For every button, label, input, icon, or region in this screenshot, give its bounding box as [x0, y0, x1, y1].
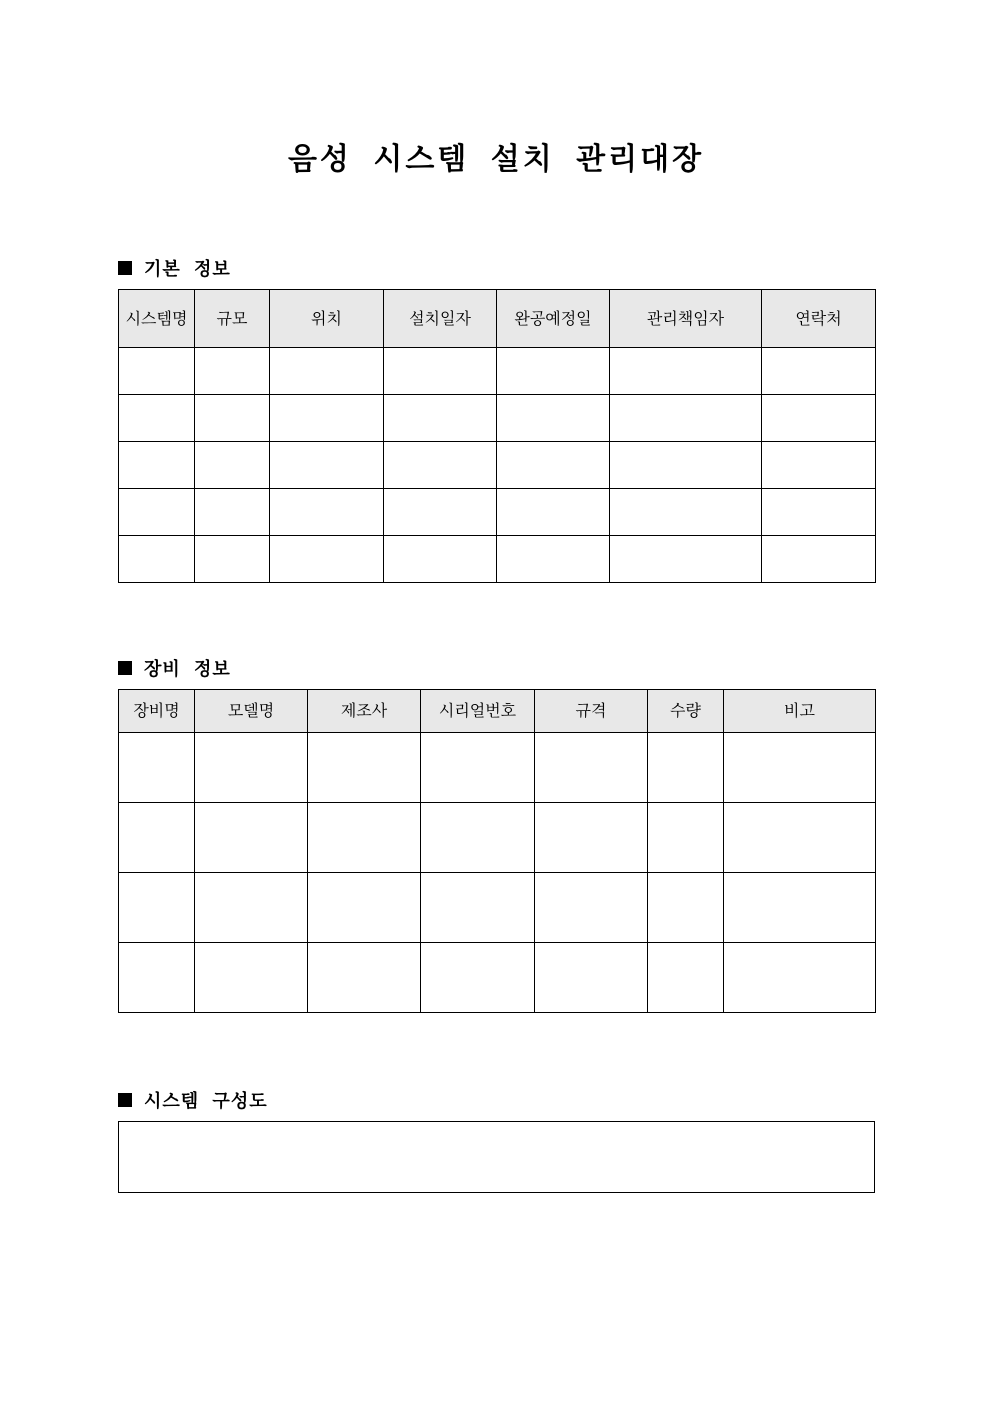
table-cell[interactable]: [497, 395, 610, 442]
table-cell[interactable]: [384, 442, 497, 489]
table-cell[interactable]: [195, 442, 270, 489]
column-header-model-name: 모델명: [195, 690, 308, 733]
table-cell[interactable]: [610, 442, 762, 489]
column-header-remarks: 비고: [724, 690, 876, 733]
column-header-install-date: 설치일자: [384, 290, 497, 348]
section-heading-equipment-info: [118, 655, 231, 681]
column-header-equipment-name: 장비명: [119, 690, 195, 733]
table-cell[interactable]: [762, 348, 876, 395]
table-cell[interactable]: [119, 489, 195, 536]
table-cell[interactable]: [195, 873, 308, 943]
table-row: [119, 943, 876, 1013]
system-diagram-box[interactable]: [118, 1121, 875, 1193]
table-cell[interactable]: [421, 943, 535, 1013]
column-header-quantity: 수량: [648, 690, 724, 733]
table-cell[interactable]: [119, 395, 195, 442]
table-header-row: [119, 690, 876, 733]
table-cell[interactable]: [308, 733, 421, 803]
table-cell[interactable]: [384, 536, 497, 583]
table-cell[interactable]: [119, 733, 195, 803]
column-header-completion-date: 완공예정일: [497, 290, 610, 348]
table-cell[interactable]: [762, 489, 876, 536]
table-cell[interactable]: [535, 733, 648, 803]
table-cell[interactable]: [497, 536, 610, 583]
square-bullet-icon: [118, 661, 132, 675]
column-header-manager: 관리책임자: [610, 290, 762, 348]
table-cell[interactable]: [724, 943, 876, 1013]
column-header-spec: 규격: [535, 690, 648, 733]
basic-info-table: [118, 289, 876, 583]
section-heading-label: 기본 정보: [144, 259, 231, 280]
table-cell[interactable]: [308, 943, 421, 1013]
table-cell[interactable]: [119, 803, 195, 873]
table-cell[interactable]: [648, 733, 724, 803]
table-cell[interactable]: [724, 803, 876, 873]
table-cell[interactable]: [270, 395, 384, 442]
table-cell[interactable]: [270, 442, 384, 489]
table-row: [119, 803, 876, 873]
section-heading-basic-info: [118, 255, 231, 281]
table-cell[interactable]: [195, 395, 270, 442]
table-cell[interactable]: [421, 803, 535, 873]
section-heading-label: 장비 정보: [144, 659, 231, 680]
table-cell[interactable]: [648, 873, 724, 943]
table-cell[interactable]: [762, 442, 876, 489]
column-header-contact: 연락처: [762, 290, 876, 348]
table-cell[interactable]: [610, 536, 762, 583]
table-cell[interactable]: [535, 873, 648, 943]
table-cell[interactable]: [648, 803, 724, 873]
table-cell[interactable]: [724, 873, 876, 943]
table-cell[interactable]: [119, 873, 195, 943]
table-cell[interactable]: [497, 348, 610, 395]
table-cell[interactable]: [195, 536, 270, 583]
table-row: [119, 395, 876, 442]
table-cell[interactable]: [762, 536, 876, 583]
square-bullet-icon: [118, 261, 132, 275]
column-header-scale: 규모: [195, 290, 270, 348]
table-cell[interactable]: [535, 803, 648, 873]
table-cell[interactable]: [308, 873, 421, 943]
table-cell[interactable]: [270, 348, 384, 395]
table-cell[interactable]: [119, 536, 195, 583]
table-header-row: [119, 290, 876, 348]
column-header-system-name: 시스템명: [119, 290, 195, 348]
table-cell[interactable]: [610, 348, 762, 395]
column-header-location: 위치: [270, 290, 384, 348]
table-cell[interactable]: [421, 733, 535, 803]
table-row: [119, 536, 876, 583]
section-heading-system-diagram: [118, 1087, 268, 1113]
equipment-info-table: [118, 689, 876, 1013]
table-cell[interactable]: [497, 442, 610, 489]
table-cell[interactable]: [421, 873, 535, 943]
table-cell[interactable]: [195, 943, 308, 1013]
table-row: [119, 873, 876, 943]
table-cell[interactable]: [610, 395, 762, 442]
section-heading-label: 시스템 구성도: [144, 1091, 268, 1112]
table-cell[interactable]: [610, 489, 762, 536]
table-cell[interactable]: [648, 943, 724, 1013]
table-row: [119, 348, 876, 395]
table-cell[interactable]: [119, 442, 195, 489]
table-row: [119, 489, 876, 536]
document-title: 음성 시스템 설치 관리대장: [287, 142, 705, 177]
table-cell[interactable]: [535, 943, 648, 1013]
table-cell[interactable]: [195, 803, 308, 873]
table-cell[interactable]: [195, 489, 270, 536]
table-cell[interactable]: [384, 348, 497, 395]
table-cell[interactable]: [119, 348, 195, 395]
table-cell[interactable]: [497, 489, 610, 536]
table-cell[interactable]: [270, 536, 384, 583]
column-header-serial-number: 시리얼번호: [421, 690, 535, 733]
table-cell[interactable]: [195, 348, 270, 395]
table-cell[interactable]: [724, 733, 876, 803]
table-cell[interactable]: [308, 803, 421, 873]
table-row: [119, 733, 876, 803]
table-row: [119, 442, 876, 489]
table-cell[interactable]: [384, 489, 497, 536]
table-cell[interactable]: [762, 395, 876, 442]
column-header-manufacturer: 제조사: [308, 690, 421, 733]
table-cell[interactable]: [119, 943, 195, 1013]
square-bullet-icon: [118, 1093, 132, 1107]
table-cell[interactable]: [195, 733, 308, 803]
table-cell[interactable]: [384, 395, 497, 442]
table-cell[interactable]: [270, 489, 384, 536]
